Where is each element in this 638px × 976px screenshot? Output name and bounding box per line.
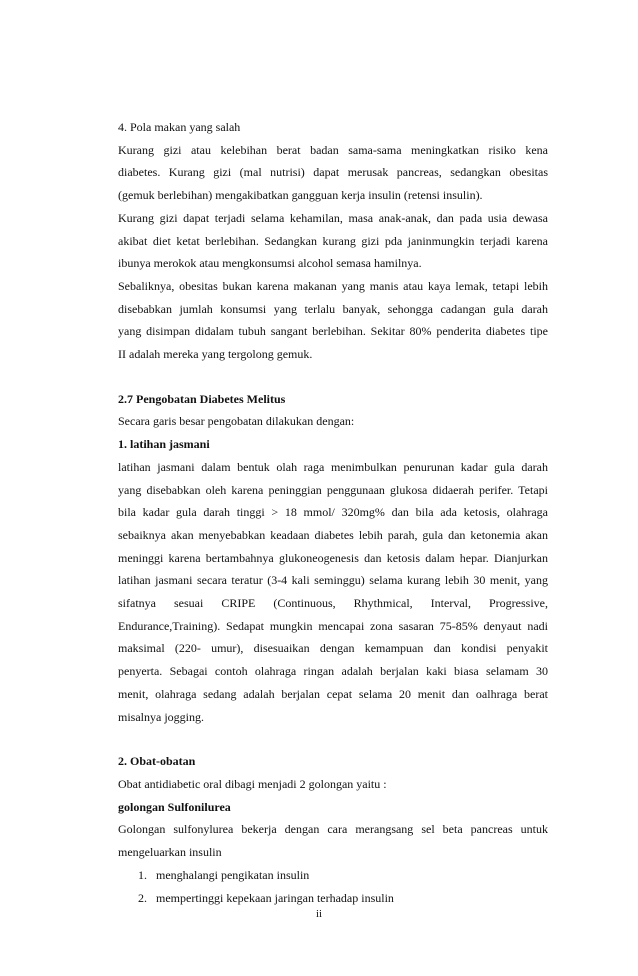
text-line: diabetes. Kurang gizi (mal nutrisi) dapat merusak pancreas, sedangkan obesitas	[118, 165, 548, 180]
text-line: ibunya merokok atau mengkonsumsi alcohol semasa hamilnya.	[118, 256, 422, 271]
text-line: maksimal (220- umur), disesuaikan dengan kemampuan dan kondisi penyakit	[118, 641, 548, 656]
section-4-heading: 4. Pola makan yang salah	[118, 120, 241, 134]
subsection-2-intro: Obat antidiabetic oral dibagi menjadi 2 golongan yaitu :	[118, 776, 387, 791]
paragraph-gap	[118, 728, 548, 750]
paragraph-gap	[118, 366, 548, 388]
text-line: penyerta. Sebagai contoh olahraga ringan adalah berjalan kaki biasa selamam 30	[118, 664, 548, 679]
text-line: bila kadar gula darah tinggi > 18 mmol/ 320mg% dan bila ada ketosis, olahraga	[118, 505, 548, 520]
section-4-paragraph-1	[118, 139, 548, 207]
text-line: sebaiknya akan menyebabkan keadaan diabetes lebih parah, gula dan ketonemia akan	[118, 527, 548, 542]
text-line: Kurang gizi atau kelebihan berat badan sama-sama meningkatkan risiko kena	[118, 142, 548, 157]
text-line: (gemuk berlebihan) mengakibatkan gangguan kerja insulin (retensi insulin).	[118, 188, 483, 203]
text-line: Endurance,Training). Sedapat mungkin mencapai zona sasaran 75-85% denyaut nadi	[118, 618, 548, 633]
subsection-2-paragraph	[118, 818, 548, 863]
text-line: Sebaliknya, obesitas bukan karena makanan yang manis atau kaya lemak, tetapi lebih	[118, 278, 548, 293]
section-4-paragraph-2	[118, 207, 548, 275]
text-line: menit, olahraga sedang adalah berjalan cepat selama 20 menit dan oalhraga berat	[118, 686, 548, 701]
page-number: ii	[315, 908, 323, 920]
list-text: mempertinggi kepekaan jaringan terhadap insulin	[156, 890, 394, 905]
section-2-7-intro: Secara garis besar pengobatan dilakukan dengan:	[118, 414, 355, 429]
text-line: disebabkan jumlah konsumsi yang terlalu banyak, sehongga cadangan gula darah	[118, 301, 548, 316]
mechanism-list	[118, 864, 548, 909]
text-line: Golongan sulfonylurea bekerja dengan cara merangsang sel beta pancreas untuk	[118, 822, 548, 837]
text-line: II adalah mereka yang tergolong gemuk.	[118, 347, 313, 362]
text-line: akibat diet ketat berlebihan. Sedangkan kurang gizi pda janinmungkin terjadi karena	[118, 233, 548, 248]
text-line: yang disebabkan oleh karena peninggian penggunaan glukosa didaerah perifer. Tetapi	[118, 482, 548, 497]
subsection-1-heading: 1. latihan jasmani	[118, 437, 210, 452]
section-4-paragraph-3	[118, 275, 548, 366]
text-line: latihan jasmani dalam bentuk olah raga menimbulkan penurunan kadar gula darah	[118, 459, 548, 474]
text-line: latihan jasmani secara teratur (3-4 kali seminggu) selama kurang lebih 30 menit, yang	[118, 573, 548, 588]
text-line: mengeluarkan insulin	[118, 845, 222, 860]
text-line: Kurang gizi dapat terjadi selama kehamilan, masa anak-anak, dan pada usia dewasa	[118, 210, 548, 225]
document-body	[118, 116, 548, 909]
text-line: yang disimpan didalam tubuh sangant berlebihan. Sekitar 80% penderita diabetes tipe	[118, 324, 548, 339]
text-line: misalnya jogging.	[118, 709, 204, 724]
text-line: sifatnya sesuai CRIPE (Continuous, Rhythmical, Interval, Progressive,	[118, 596, 548, 611]
subsection-1-paragraph	[118, 456, 548, 728]
list-number: 1.	[138, 867, 147, 882]
list-number: 2.	[138, 890, 147, 905]
list-item	[118, 864, 548, 887]
subsection-2-heading: 2. Obat-obatan	[118, 754, 196, 769]
sulfonilurea-group-heading: golongan Sulfonilurea	[118, 799, 231, 814]
list-text: menghalangi pengikatan insulin	[156, 867, 310, 882]
text-line: meninggi karena bertambahnya glukoneogenesis dan ketosis dalam hepar. Dianjurkan	[118, 550, 548, 565]
section-2-7-heading: 2.7 Pengobatan Diabetes Melitus	[118, 391, 286, 406]
list-item	[118, 887, 548, 910]
